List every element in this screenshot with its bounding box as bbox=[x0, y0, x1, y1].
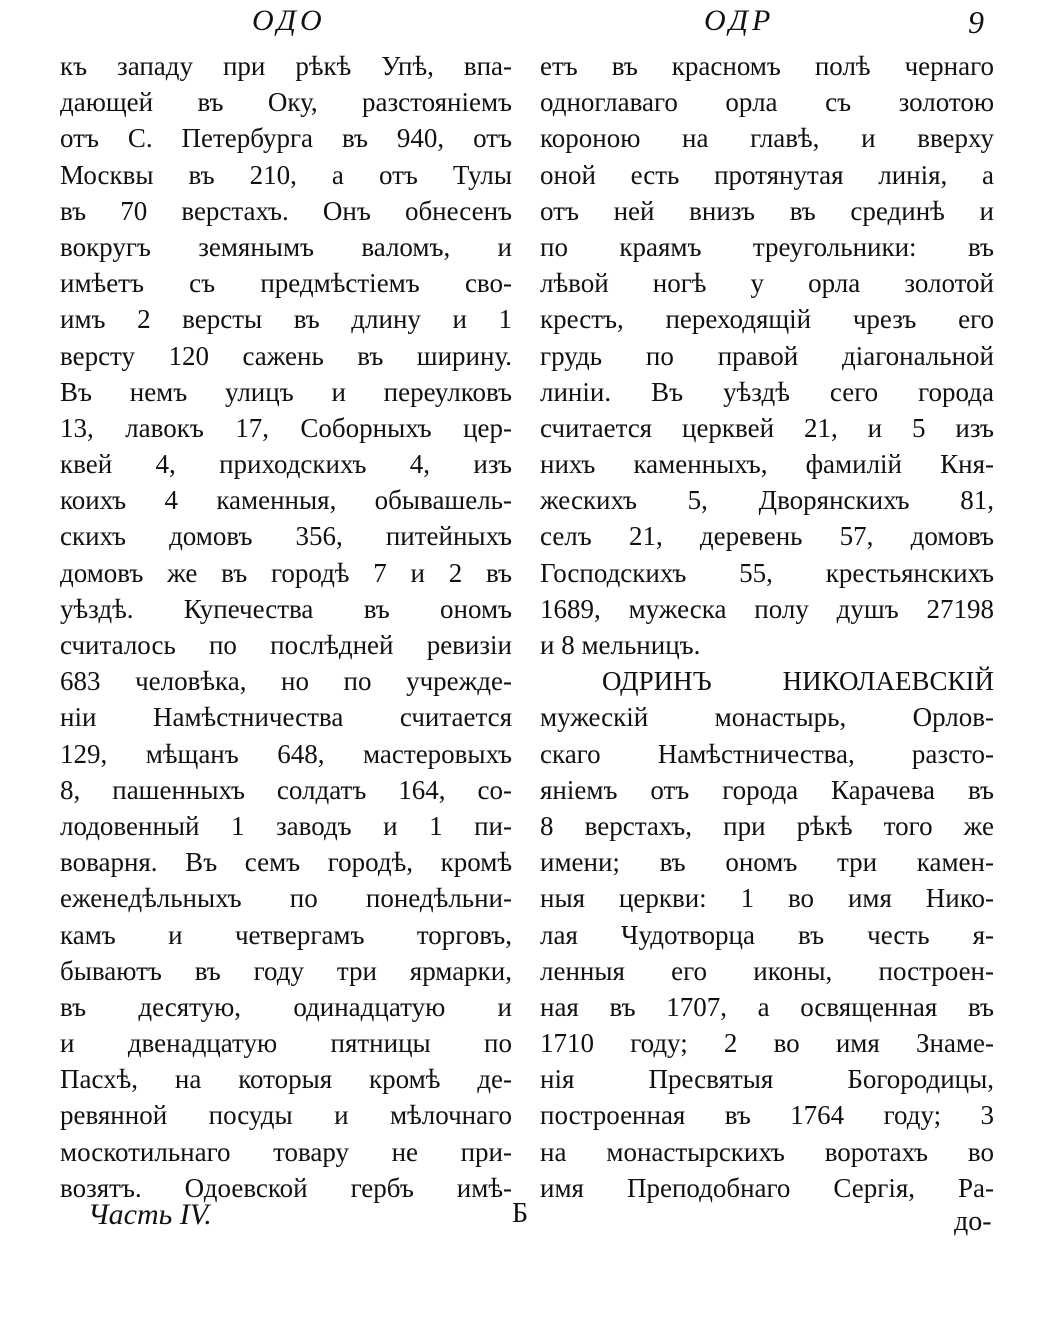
text-line: одноглаваго орла съ золотою bbox=[540, 87, 994, 118]
text-line: версту 120 сажень въ ширину. bbox=[60, 340, 512, 371]
text-line: нихъ каменныхъ, фамилій Кня- bbox=[540, 449, 994, 480]
text-line: етъ въ красномъ полѣ чернаго bbox=[540, 51, 994, 81]
running-head-left: ОДО bbox=[252, 4, 326, 37]
text-line: имени; въ ономъ три камен- bbox=[540, 847, 994, 878]
running-head-right: ОДР bbox=[704, 4, 775, 37]
text-line: лѣвой ногѣ у орла золотой bbox=[540, 268, 994, 299]
text-line: имя Преподобнаго Сергія, Ра- bbox=[540, 1172, 994, 1203]
text-line: мужескій монастырь, Орлов- bbox=[540, 702, 994, 733]
text-line: Москвы въ 210, а отъ Тулы bbox=[60, 159, 512, 190]
text-line: крестъ, переходящій чрезъ его bbox=[540, 304, 994, 335]
page-number: 9 bbox=[968, 4, 984, 40]
text-line: Пасхѣ, на которыя кромѣ де- bbox=[60, 1064, 512, 1095]
text-line: селъ 21, деревень 57, домовъ bbox=[540, 521, 994, 552]
text-line: 1710 году; 2 во имя Знаме- bbox=[540, 1028, 994, 1059]
text-line: домовъ же въ городѣ 7 и 2 въ bbox=[60, 557, 512, 588]
text-line: отъ ней внизъ въ срединѣ и bbox=[540, 195, 994, 226]
text-line: Въ немъ улицъ и переулковъ bbox=[60, 376, 512, 407]
text-line: 8 верстахъ, при рѣкѣ того же bbox=[540, 810, 994, 841]
text-line: камъ и четвергамъ торговъ, bbox=[60, 919, 512, 950]
text-line: имъ 2 версты въ длину и 1 bbox=[60, 304, 512, 335]
text-line: коихъ 4 каменныя, обывашель- bbox=[60, 485, 512, 516]
text-line: отъ С. Петербурга въ 940, отъ bbox=[60, 123, 512, 154]
catchword: до- bbox=[954, 1206, 992, 1237]
text-line: возятъ. Одоевской гербъ имѣ- bbox=[60, 1172, 512, 1203]
text-line: скаго Намѣстничества, разсто- bbox=[540, 738, 994, 769]
text-line: дающей въ Оку, разстояніемъ bbox=[60, 87, 512, 118]
text-line: лая Чудотворца въ честь я- bbox=[540, 919, 994, 950]
text-line: ленныя его иконы, построен- bbox=[540, 955, 994, 986]
text-line: 683 человѣка, но по учрежде- bbox=[60, 666, 512, 697]
text-line: короною на главѣ, и вверху bbox=[540, 123, 994, 154]
section-heading: ОДРИНЪ НИКОЛАЕВСКІЙ bbox=[602, 666, 994, 697]
text-line: воварня. Въ семъ городѣ, кромѣ bbox=[60, 847, 512, 878]
text-line: еженедѣльныхъ по понедѣльни- bbox=[60, 883, 512, 914]
text-line: лодовенный 1 заводъ и 1 пи- bbox=[60, 810, 512, 841]
text-line: линіи. Въ уѣздѣ сего города bbox=[540, 376, 994, 407]
text-line: вокругъ земянымъ валомъ, и bbox=[60, 231, 512, 262]
left-column bbox=[60, 48, 512, 1206]
text-line: нія Пресвятыя Богородицы, bbox=[540, 1064, 994, 1095]
text-line: ная въ 1707, а освященная въ bbox=[540, 991, 994, 1022]
right-column bbox=[540, 48, 994, 1206]
text-line: и двенадцатую пятницы по bbox=[60, 1028, 512, 1059]
text-line: уѣздѣ. Купечества въ ономъ bbox=[60, 593, 512, 624]
text-line: Господскихъ 55, крестьянскихъ bbox=[540, 557, 994, 588]
text-line: москотильнаго товару не при- bbox=[60, 1136, 512, 1167]
text-line: по краямъ треугольники: въ bbox=[540, 231, 994, 262]
text-line: скихъ домовъ 356, питейныхъ bbox=[60, 521, 512, 552]
text-line: яніемъ отъ города Карачева въ bbox=[540, 774, 994, 805]
text-line: квей 4, приходскихъ 4, изъ bbox=[60, 449, 512, 480]
text-line: 8, пашенныхъ солдатъ 164, со- bbox=[60, 774, 512, 805]
text-line: 129, мѣщанъ 648, мастеровыхъ bbox=[60, 738, 512, 769]
text-line: оной есть протянутая линія, а bbox=[540, 159, 994, 190]
text-line: въ 70 верстахъ. Онъ обнесенъ bbox=[60, 195, 512, 226]
text-line: бываютъ въ году три ярмарки, bbox=[60, 955, 512, 986]
signature-mark: Б bbox=[512, 1198, 529, 1229]
text-line: ревянной посуды и мѣлочнаго bbox=[60, 1100, 512, 1131]
text-line: считается церквей 21, и 5 изъ bbox=[540, 412, 994, 443]
text-line: считалось по послѣдней ревизіи bbox=[60, 630, 512, 660]
text-line: 1689, мужеска полу душъ 27198 bbox=[540, 593, 994, 624]
text-line: ніи Намѣстничества считается bbox=[60, 702, 512, 733]
text-line: жескихъ 5, Дворянскихъ 81, bbox=[540, 485, 994, 516]
text-line: грудь по правой діагональной bbox=[540, 340, 994, 371]
text-line: въ десятую, одинадцатую и bbox=[60, 991, 512, 1022]
text-line: построенная въ 1764 году; 3 bbox=[540, 1100, 994, 1131]
text-line: и 8 мельницъ. bbox=[540, 630, 701, 660]
text-line: къ западу при рѣкѣ Упѣ, впа- bbox=[60, 51, 512, 81]
text-line: 13, лавокъ 17, Соборныхъ цер- bbox=[60, 412, 512, 443]
text-line: на монастырскихъ воротахъ во bbox=[540, 1136, 994, 1167]
text-line: имѣетъ съ предмѣстіемъ сво- bbox=[60, 268, 512, 299]
text-line: ныя церкви: 1 во имя Нико- bbox=[540, 883, 994, 914]
volume-signature: Часть IV. bbox=[88, 1198, 212, 1231]
